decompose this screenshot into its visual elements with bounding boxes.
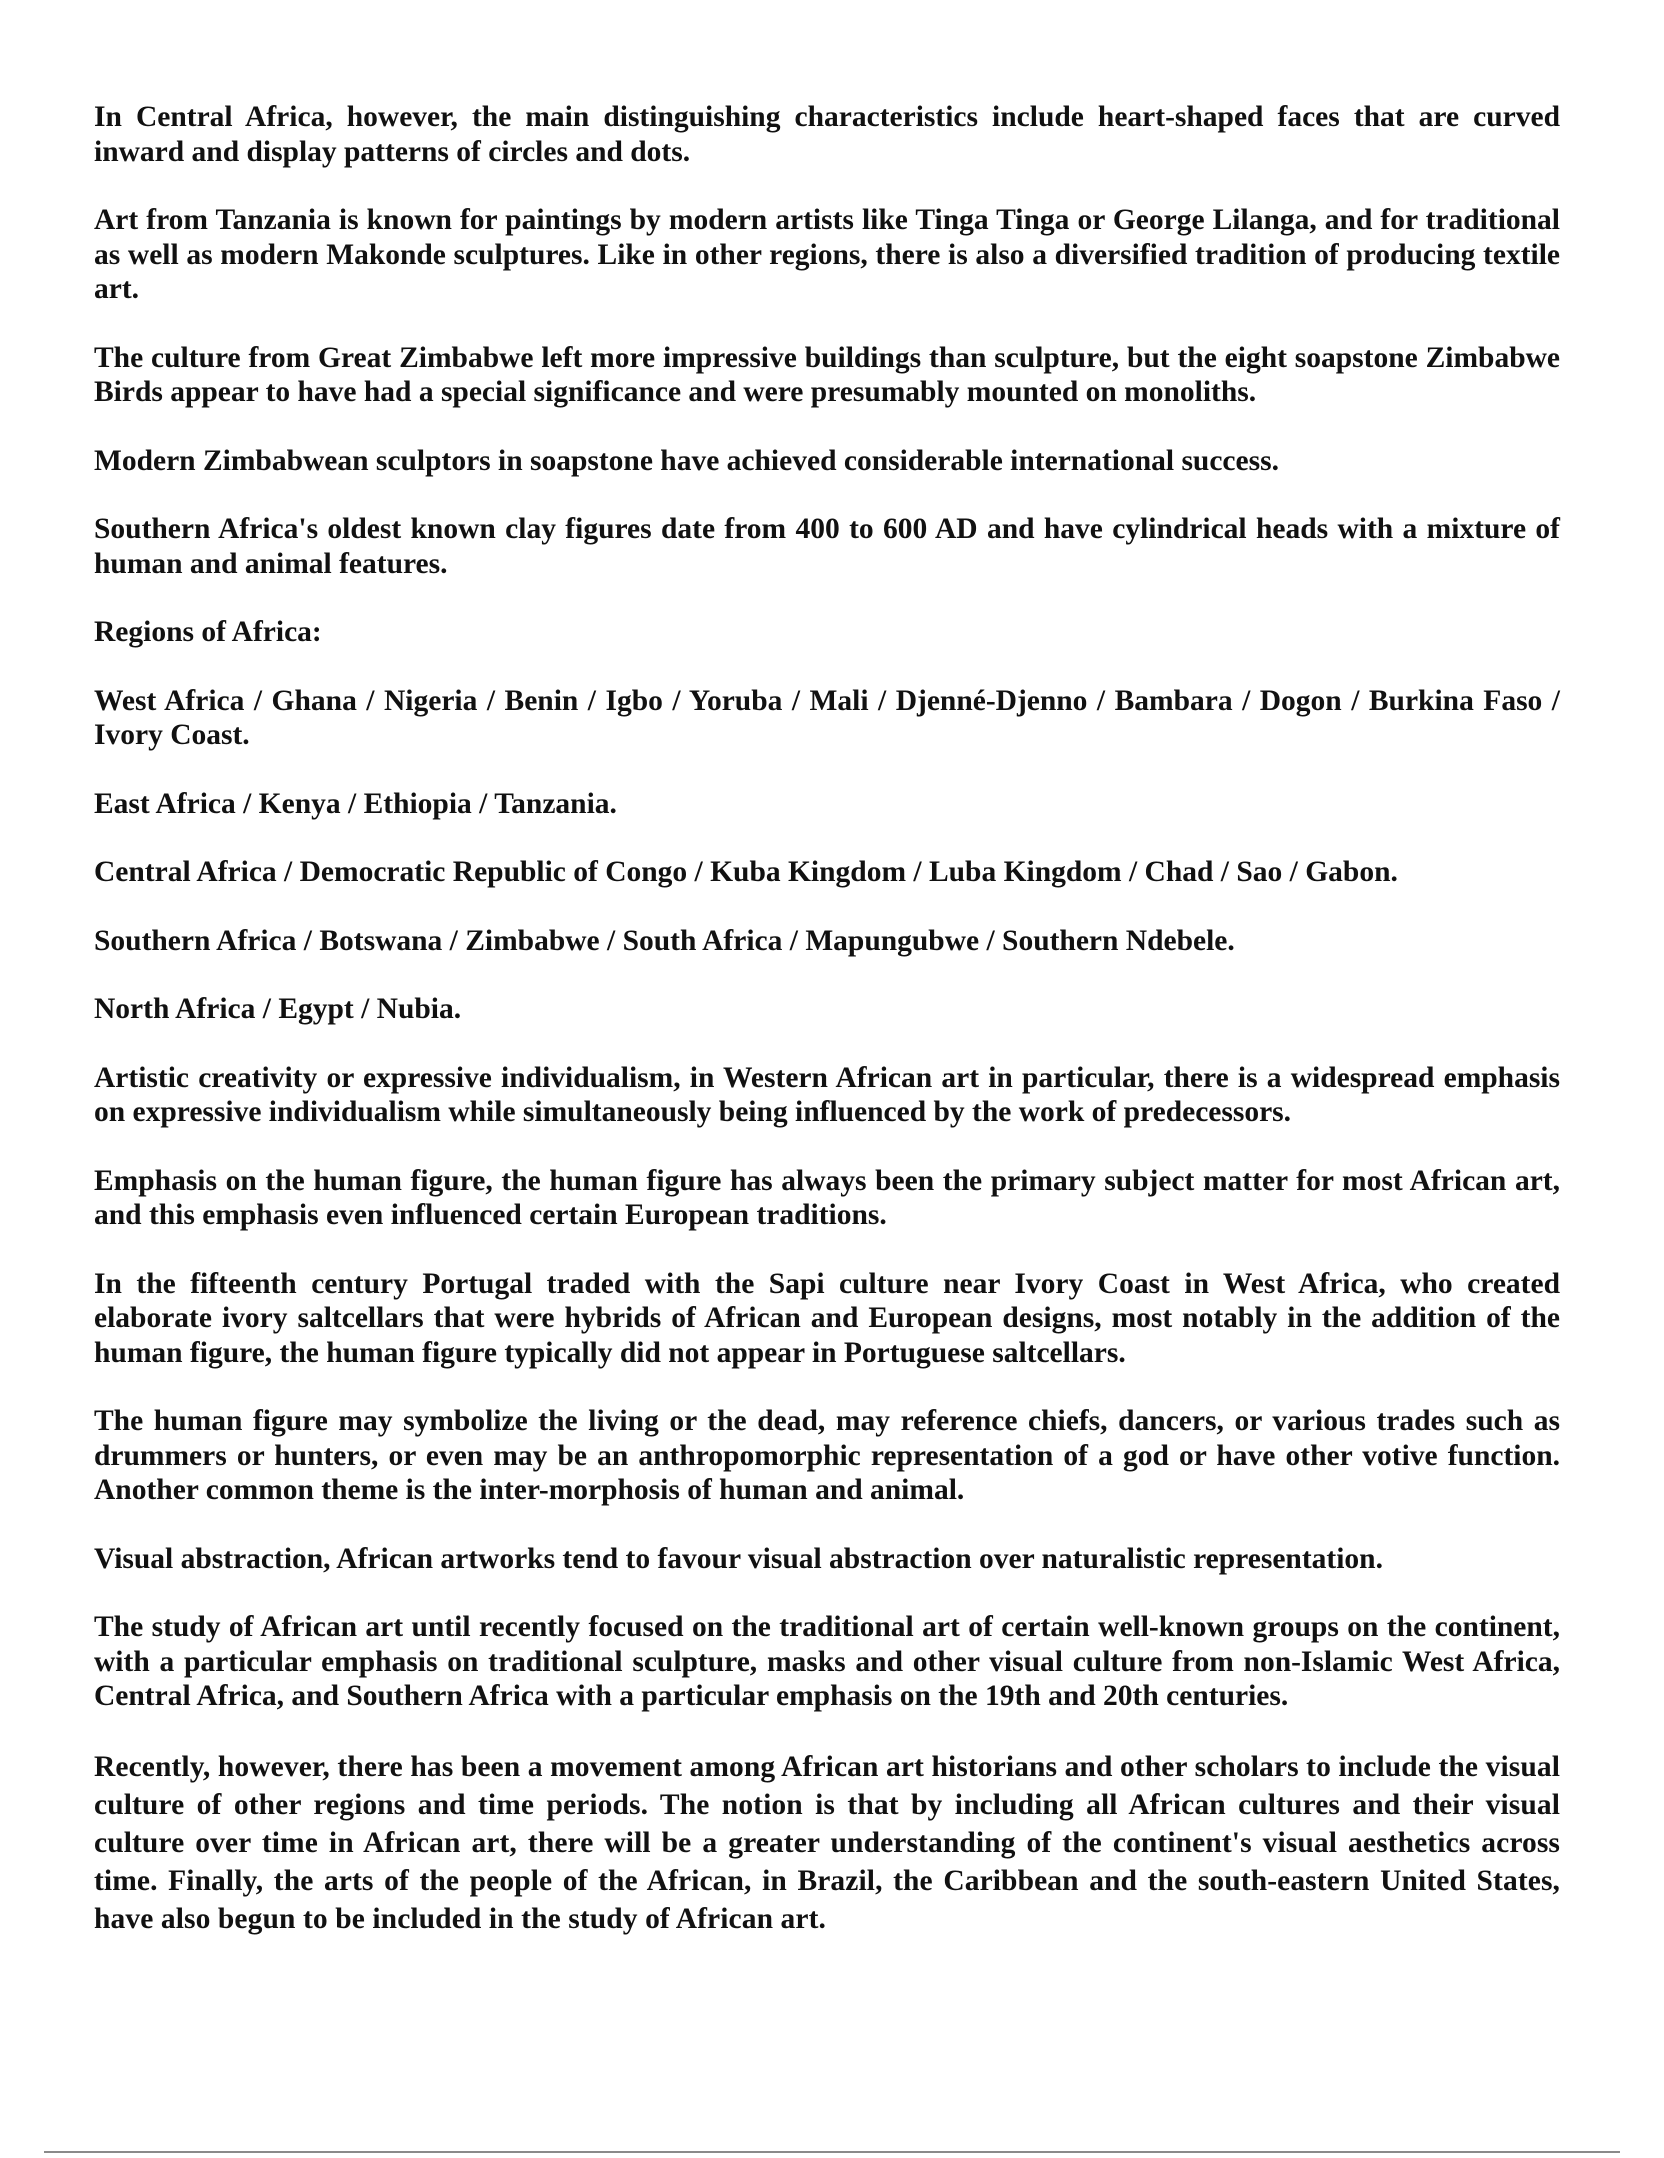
paragraph-artistic-creativity: Artistic creativity or expressive individualism, in Western African art in particular, there is a widespread emphasis on expressive individualism while simultaneously being influenced by the work of predecessors. [94,1061,1560,1128]
paragraph-southern-africa-clay-figures: Southern Africa's oldest known clay figures date from 400 to 600 AD and have cylindrical heads with a mixture of human and animal features. [94,513,1560,580]
paragraph-central-africa-faces: In Central Africa, however, the main distinguishing characteristics include heart-shaped faces that are curved inward and display patterns of circles and dots. [94,101,1560,168]
paragraph-visual-abstraction: Visual abstraction, African artworks tend to favour visual abstraction over naturalistic representation. [94,1542,1383,1575]
paragraph-great-zimbabwe: The culture from Great Zimbabwe left more impressive buildings than sculpture, but the eight soapstone Zimbabwe Birds appear to have had a special significance and were presumably mounted on monoliths. [94,341,1560,408]
regions-heading: Regions of Africa: [94,616,322,648]
paragraph-study-of-african-art: The study of African art until recently focused on the traditional art of certain well-known groups on the continent, with a particular emphasis on traditional sculpture, masks and other visual culture from non-Islamic West Africa, Central Africa, and Southern Africa with a particular emphasis on the 19th and 20th centuries. [94,1611,1560,1712]
region-list-east-africa: East Africa / Kenya / Ethiopia / Tanzania. [94,787,617,820]
paragraph-human-figure-symbolism: The human figure may symbolize the living or the dead, may reference chiefs, dancers, or various trades such as drummers or hunters, or even may be an anthropomorphic representation of a god or have other votive function. Another common theme is the inter-morphosis of human and animal. [94,1405,1560,1506]
paragraph-sapi-saltcellars: In the fifteenth century Portugal traded with the Sapi culture near Ivory Coast in West Africa, who created elaborate ivory saltcellars that were hybrids of African and European designs, most notably in the addition of the human figure, the human figure typically did not appear in Portuguese saltcellars. [94,1267,1560,1369]
region-list-central-africa: Central Africa / Democratic Republic of Congo / Kuba Kingdom / Luba Kingdom / Chad / Sao / Gabon. [94,856,1398,888]
region-list-north-africa: North Africa / Egypt / Nubia. [94,993,462,1025]
paragraph-recent-movement: Recently, however, there has been a movement among African art historians and other scholars to include the visual culture of other regions and time periods. The notion is that by including all African cultures and their visual culture over time in African art, there will be a greater understanding of the continent's visual aesthetics across time. Finally, the arts of the people of the African, in Brazil, the Caribbean and the south-eastern United States, have also begun to be included in the study of African art. [94,1750,1560,1935]
region-list-southern-africa: Southern Africa / Botswana / Zimbabwe / South Africa / Mapungubwe / Southern Ndebele. [94,924,1235,957]
paragraph-modern-zimbabwean-sculptors: Modern Zimbabwean sculptors in soapstone have achieved considerable international success. [94,444,1279,477]
paragraph-tanzania-art: Art from Tanzania is known for paintings by modern artists like Tinga Tinga or George Lilanga, and for traditional as well as modern Makonde sculptures. Like in other regions, there is also a diversified tradition of producing textile art. [94,204,1560,305]
paragraph-human-figure-emphasis: Emphasis on the human figure, the human figure has always been the primary subject matter for most African art, and this emphasis even influenced certain European traditions. [94,1164,1560,1231]
region-list-west-africa: West Africa / Ghana / Nigeria / Benin / Igbo / Yoruba / Mali / Djenné-Djenno / Bambara / Dogon / Burkina Faso / Ivory Coast. [94,684,1560,751]
page-bottom-rule [44,2151,1620,2153]
document-page [94,100,1560,1972]
